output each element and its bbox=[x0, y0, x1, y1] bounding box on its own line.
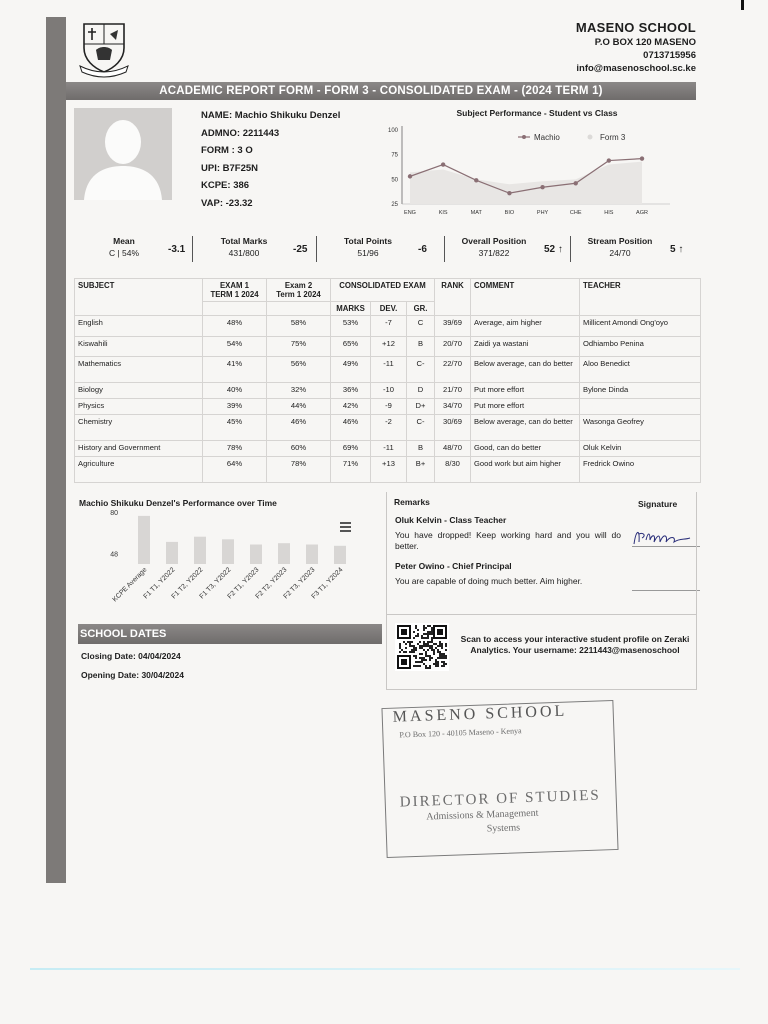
col-consolidated: CONSOLIDATED EXAM bbox=[331, 279, 435, 302]
scan-edge-mark bbox=[741, 0, 744, 10]
x-tick-label: F2 T3, Y2023 bbox=[282, 566, 317, 601]
signature-label: Signature bbox=[638, 499, 678, 509]
legend-label-form3: Form 3 bbox=[600, 133, 626, 142]
series-point-machio bbox=[474, 178, 478, 182]
cell-marks: 49% bbox=[331, 357, 371, 383]
cell-exam1: 78% bbox=[203, 441, 267, 457]
cell-subject: Biology bbox=[75, 383, 203, 399]
subject-performance-chart bbox=[380, 118, 702, 218]
x-tick-label: F1 T2, Y2022 bbox=[170, 566, 205, 601]
student-form: FORM : 3 O bbox=[201, 145, 253, 157]
summary-value: 51/96 bbox=[357, 248, 379, 258]
summary-deviation: -6 bbox=[418, 244, 427, 255]
summary-value: 371/822 bbox=[478, 248, 510, 258]
cell-comment: Put more effort bbox=[471, 399, 580, 415]
avatar-silhouette-icon bbox=[74, 108, 172, 200]
cell-comment: Average, aim higher bbox=[471, 316, 580, 337]
cell-rank: 22/70 bbox=[435, 357, 471, 383]
report-title-bar: ACADEMIC REPORT FORM - FORM 3 - CONSOLIDATED EXAM - (2024 TERM 1) bbox=[66, 82, 696, 100]
cell-gr: B bbox=[407, 441, 435, 457]
cell-rank: 30/69 bbox=[435, 415, 471, 441]
grades-table bbox=[74, 278, 701, 483]
series-point-machio bbox=[540, 185, 544, 189]
cell-teacher: Odhiambo Penina bbox=[580, 337, 701, 357]
col-rank: RANK bbox=[435, 279, 471, 316]
summary-item bbox=[74, 236, 174, 258]
cell-teacher: Fredrick Owino bbox=[580, 457, 701, 483]
cell-comment: Zaidi ya wastani bbox=[471, 337, 580, 357]
cell-teacher: Bylone Dinda bbox=[580, 383, 701, 399]
cell-subject: Physics bbox=[75, 399, 203, 415]
cell-dev: +12 bbox=[371, 337, 407, 357]
school-address: P.O BOX 120 MASENO bbox=[594, 37, 696, 48]
table-row bbox=[75, 357, 701, 383]
x-tick-label: F2 T1, Y2023 bbox=[226, 566, 261, 601]
x-tick-label: CHE bbox=[569, 210, 582, 216]
cell-exam2: 58% bbox=[267, 316, 331, 337]
x-tick-label: AGR bbox=[636, 210, 648, 216]
cell-rank: 8/30 bbox=[435, 457, 471, 483]
cell-marks: 71% bbox=[331, 457, 371, 483]
y-tick-label: 80 bbox=[110, 510, 118, 517]
cell-subject: English bbox=[75, 316, 203, 337]
signature-line-1 bbox=[632, 546, 700, 547]
series-point-machio bbox=[607, 158, 611, 162]
cell-exam1: 40% bbox=[203, 383, 267, 399]
cell-exam2: 56% bbox=[267, 357, 331, 383]
summary-separator bbox=[444, 236, 445, 262]
summary-label: Mean bbox=[113, 236, 135, 246]
cell-exam2: 44% bbox=[267, 399, 331, 415]
cell-marks: 42% bbox=[331, 399, 371, 415]
cell-rank: 39/69 bbox=[435, 316, 471, 337]
summary-deviation: 5 ↑ bbox=[670, 244, 684, 255]
cell-exam1: 45% bbox=[203, 415, 267, 441]
cell-gr: B bbox=[407, 337, 435, 357]
x-tick-label: BIO bbox=[504, 210, 515, 216]
school-name: MASENO SCHOOL bbox=[575, 20, 696, 35]
summary-value: 24/70 bbox=[609, 248, 631, 258]
cell-exam1: 48% bbox=[203, 316, 267, 337]
cell-teacher: Millicent Amondi Ong'oyo bbox=[580, 316, 701, 337]
x-tick-label: MAT bbox=[470, 210, 482, 216]
cell-dev: -11 bbox=[371, 441, 407, 457]
table-row bbox=[75, 316, 701, 337]
cell-subject: Kiswahili bbox=[75, 337, 203, 357]
cell-marks: 53% bbox=[331, 316, 371, 337]
cell-gr: B+ bbox=[407, 457, 435, 483]
bar bbox=[250, 545, 262, 565]
bar bbox=[166, 542, 178, 564]
cell-exam2: 60% bbox=[267, 441, 331, 457]
cell-dev: -9 bbox=[371, 399, 407, 415]
x-tick-label: PHY bbox=[536, 210, 549, 216]
cell-subject: Mathematics bbox=[75, 357, 203, 383]
summary-separator bbox=[570, 236, 571, 262]
chart-menu-icon[interactable] bbox=[340, 522, 351, 534]
class-teacher-remark: You have dropped! Keep working hard and you will do better. bbox=[395, 530, 621, 551]
x-tick-label: ENG bbox=[404, 210, 416, 216]
cell-marks: 36% bbox=[331, 383, 371, 399]
series-point-machio bbox=[507, 191, 511, 195]
school-phone: 0713715956 bbox=[643, 50, 696, 61]
bar bbox=[222, 539, 234, 564]
opening-date: Opening Date: 30/04/2024 bbox=[81, 670, 184, 680]
cell-teacher bbox=[580, 399, 701, 415]
summary-item bbox=[570, 236, 670, 258]
cell-comment: Good work but aim higher bbox=[471, 457, 580, 483]
student-photo-placeholder bbox=[74, 108, 172, 200]
class-teacher-name: Oluk Kelvin - Class Teacher bbox=[395, 515, 507, 525]
table-row bbox=[75, 337, 701, 357]
legend-marker-machio bbox=[522, 135, 526, 139]
cell-comment: Below average, can do better bbox=[471, 415, 580, 441]
col-dev: DEV. bbox=[371, 302, 407, 316]
school-dates-header: SCHOOL DATES bbox=[78, 624, 382, 644]
cell-rank: 21/70 bbox=[435, 383, 471, 399]
student-name: NAME: Machio Shikuku Denzel bbox=[201, 110, 341, 121]
scan-blue-line bbox=[30, 968, 740, 970]
y-tick-label: 25 bbox=[391, 202, 398, 208]
summary-label: Total Points bbox=[343, 236, 392, 246]
cell-comment: Good, can do better bbox=[471, 441, 580, 457]
summary-deviation: -3.1 bbox=[168, 244, 186, 255]
cell-rank: 20/70 bbox=[435, 337, 471, 357]
school-email: info@masenoschool.sc.ke bbox=[576, 63, 696, 74]
cell-gr: D+ bbox=[407, 399, 435, 415]
summary-label: Stream Position bbox=[587, 236, 653, 246]
table-row bbox=[75, 415, 701, 441]
col-comment: COMMENT bbox=[471, 279, 580, 316]
cell-subject: Agriculture bbox=[75, 457, 203, 483]
cell-marks: 65% bbox=[331, 337, 371, 357]
cell-marks: 46% bbox=[331, 415, 371, 441]
line-chart-title: Subject Performance - Student vs Class bbox=[456, 108, 618, 118]
cell-teacher: Aloo Benedict bbox=[580, 357, 701, 383]
x-tick-label: F1 T1, Y2022 bbox=[142, 566, 177, 601]
series-point-machio bbox=[640, 156, 644, 160]
series-point-machio bbox=[574, 181, 578, 185]
cell-comment: Below average, can do better bbox=[471, 357, 580, 383]
summary-item bbox=[318, 236, 418, 258]
student-vap: VAP: -23.32 bbox=[201, 197, 253, 209]
cell-dev: -7 bbox=[371, 316, 407, 337]
summary-item bbox=[444, 236, 544, 258]
qr-instructions: Scan to access your interactive student profile on Zeraki Analytics. Your username: 2211443@masenoschool bbox=[460, 634, 690, 655]
side-bar bbox=[46, 17, 66, 883]
qr-box-bottom bbox=[386, 689, 696, 690]
cell-exam2: 78% bbox=[267, 457, 331, 483]
cell-dev: -10 bbox=[371, 383, 407, 399]
student-kcpe: KCPE: 386 bbox=[201, 180, 250, 192]
col-exam2: Exam 2 Term 1 2024 bbox=[267, 279, 331, 302]
bar bbox=[334, 546, 346, 564]
cell-exam1: 64% bbox=[203, 457, 267, 483]
cell-dev: -2 bbox=[371, 415, 407, 441]
table-row bbox=[75, 441, 701, 457]
cell-gr: D bbox=[407, 383, 435, 399]
bar bbox=[194, 537, 206, 564]
principal-name: Peter Owino - Chief Principal bbox=[395, 561, 512, 571]
summary-label: Total Marks bbox=[220, 236, 268, 246]
legend-label-machio: Machio bbox=[534, 133, 560, 142]
remarks-title: Remarks bbox=[394, 497, 430, 507]
y-tick-label: 48 bbox=[110, 551, 118, 559]
cell-comment: Put more effort bbox=[471, 383, 580, 399]
col-teacher: TEACHER bbox=[580, 279, 701, 316]
school-stamp: MASENO SCHOOL P.O Box 120 - 40105 Maseno - Kenya DIRECTOR OF STUDIES Admissions & Management Systems bbox=[381, 700, 618, 858]
summary-item bbox=[194, 236, 294, 258]
summary-label: Overall Position bbox=[461, 236, 527, 246]
x-tick-label: KIS bbox=[438, 210, 448, 216]
student-info bbox=[201, 110, 340, 216]
qr-box-top bbox=[386, 614, 696, 615]
cell-dev: -11 bbox=[371, 357, 407, 383]
y-tick-label: 75 bbox=[391, 152, 398, 159]
summary-separator bbox=[316, 236, 317, 262]
x-tick-label: F1 T3, Y2022 bbox=[198, 566, 233, 601]
col-exam2-sub bbox=[267, 302, 331, 316]
principal-remark: You are capable of doing much better. Aim higher. bbox=[395, 576, 583, 586]
table-row bbox=[75, 383, 701, 399]
cell-teacher: Wasonga Geofrey bbox=[580, 415, 701, 441]
closing-date: Closing Date: 04/04/2024 bbox=[81, 651, 181, 661]
cell-gr: C- bbox=[407, 357, 435, 383]
cell-gr: C- bbox=[407, 415, 435, 441]
series-point-machio bbox=[408, 174, 412, 178]
remarks-divider bbox=[386, 492, 387, 690]
summary-deviation: 52 ↑ bbox=[544, 244, 563, 255]
cell-exam2: 32% bbox=[267, 383, 331, 399]
qr-code-icon[interactable] bbox=[395, 623, 449, 671]
bar bbox=[306, 545, 318, 565]
bar bbox=[278, 543, 290, 564]
cell-exam2: 46% bbox=[267, 415, 331, 441]
col-exam1-sub bbox=[203, 302, 267, 316]
table-row bbox=[75, 457, 701, 483]
school-crest-logo bbox=[74, 20, 134, 78]
student-admno: ADMNO: 2211443 bbox=[201, 127, 280, 139]
summary-deviation: -25 bbox=[293, 244, 308, 255]
x-tick-label: HIS bbox=[604, 210, 614, 216]
col-subject: SUBJECT bbox=[75, 279, 203, 316]
cell-exam1: 41% bbox=[203, 357, 267, 383]
cell-exam1: 39% bbox=[203, 399, 267, 415]
col-marks: MARKS bbox=[331, 302, 371, 316]
col-grade: GR. bbox=[407, 302, 435, 316]
col-exam1: EXAM 1 TERM 1 2024 bbox=[203, 279, 267, 302]
cell-rank: 48/70 bbox=[435, 441, 471, 457]
cell-gr: C bbox=[407, 316, 435, 337]
summary-value: C | 54% bbox=[108, 248, 140, 258]
series-point-machio bbox=[441, 162, 445, 166]
cell-marks: 69% bbox=[331, 441, 371, 457]
cell-dev: +13 bbox=[371, 457, 407, 483]
cell-subject: History and Government bbox=[75, 441, 203, 457]
y-tick-label: 50 bbox=[391, 177, 398, 184]
cell-subject: Chemistry bbox=[75, 415, 203, 441]
table-row bbox=[75, 399, 701, 415]
cell-rank: 34/70 bbox=[435, 399, 471, 415]
performance-over-time-chart bbox=[72, 508, 372, 618]
student-upi: UPI: B7F25N bbox=[201, 162, 259, 174]
x-tick-label: F3 T1, Y2024 bbox=[310, 566, 345, 601]
cell-exam2: 75% bbox=[267, 337, 331, 357]
y-tick-label: 100 bbox=[387, 128, 398, 134]
bar-chart-title: Machio Shikuku Denzel's Performance over Time bbox=[79, 498, 277, 508]
series-area-form3 bbox=[410, 162, 642, 204]
class-teacher-signature bbox=[630, 522, 696, 552]
school-info bbox=[576, 20, 696, 74]
x-tick-label: F2 T2, Y2023 bbox=[254, 566, 289, 601]
x-tick-label: KCPE Average bbox=[111, 566, 149, 604]
qr-box-right bbox=[696, 492, 697, 690]
bar bbox=[138, 516, 150, 564]
cell-teacher: Oluk Kelvin bbox=[580, 441, 701, 457]
cell-exam1: 54% bbox=[203, 337, 267, 357]
signature-line-2 bbox=[632, 590, 700, 591]
summary-value: 431/800 bbox=[228, 248, 260, 258]
legend-marker-form3 bbox=[588, 135, 593, 140]
summary-separator bbox=[192, 236, 193, 262]
